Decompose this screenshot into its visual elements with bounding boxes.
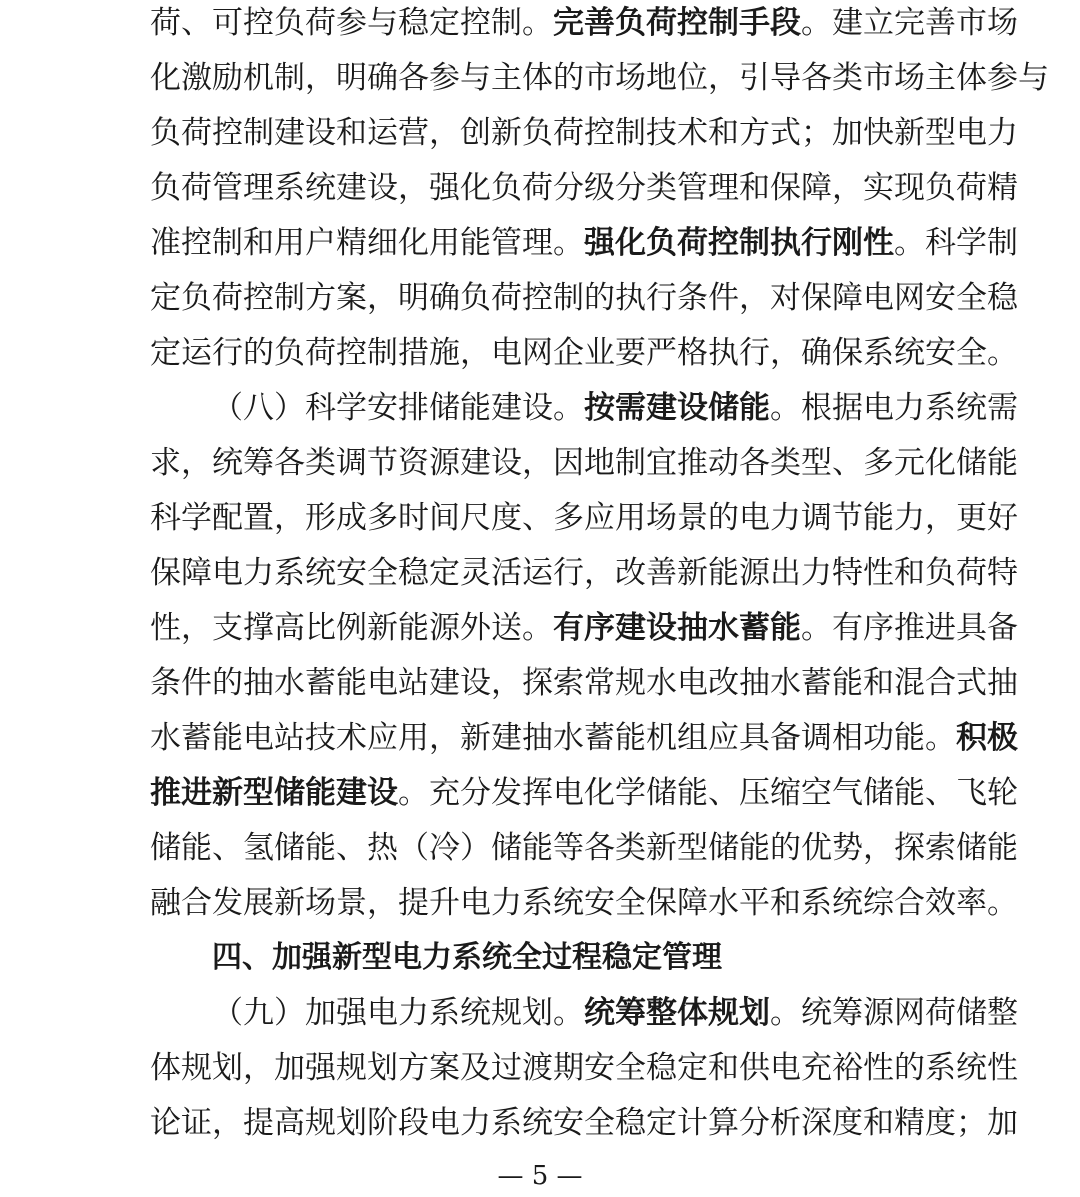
bold-run: 积极 <box>956 720 1018 756</box>
text-run: 储能、氢储能、热（冷）储能等各类新型储能的优势，探索储能 <box>150 830 1018 866</box>
text-line <box>150 326 1018 380</box>
text-line <box>150 0 1018 50</box>
text-run: 求，统筹各类调节资源建设，因地制宜推动各类型、多元化储能 <box>150 445 1018 481</box>
text-run: 性，支撑高比例新能源外送。 <box>150 610 553 646</box>
text-line <box>150 656 1018 710</box>
text-line <box>150 766 1018 820</box>
text-run: （八）科学安排储能建设。 <box>212 390 584 426</box>
bold-run: 统筹整体规划 <box>584 995 770 1031</box>
bold-run: 按需建设储能 <box>584 390 770 426</box>
bold-run: 推进新型储能建设 <box>150 775 398 811</box>
text-line <box>150 436 1018 490</box>
text-run: 融合发展新场景，提升电力系统安全保障水平和系统综合效率。 <box>150 885 1018 921</box>
bold-run: 强化负荷控制执行刚性 <box>584 225 894 261</box>
text-run: 条件的抽水蓄能电站建设，探索常规水电改抽水蓄能和混合式抽 <box>150 665 1018 701</box>
text-run: 定运行的负荷控制措施，电网企业要严格执行，确保系统安全。 <box>150 335 1018 371</box>
text-line <box>150 106 1018 160</box>
text-run: 荷、可控负荷参与稳定控制。 <box>150 5 553 41</box>
heading-text: 四、加强新型电力系统全过程稳定管理 <box>212 940 722 975</box>
text-run: （九）加强电力系统规划。 <box>212 995 584 1031</box>
section-8-line <box>150 381 1018 435</box>
text-run: 。科学制 <box>894 225 1018 261</box>
text-run: 化激励机制，明确各参与主体的市场地位，引导各类市场主体参与 <box>150 60 1049 96</box>
text-line <box>150 491 1018 545</box>
text-run: 论证，提高规划阶段电力系统安全稳定计算分析深度和精度；加 <box>150 1105 1018 1141</box>
text-run: 准控制和用户精细化用能管理。 <box>150 225 584 261</box>
text-run: 。有序推进具备 <box>801 610 1018 646</box>
text-line <box>150 876 1018 930</box>
bold-run: 有序建设抽水蓄能 <box>553 610 801 646</box>
text-run: 负荷控制建设和运营，创新负荷控制技术和方式；加快新型电力 <box>150 115 1018 151</box>
text-line <box>150 601 1018 655</box>
bold-run: 完善负荷控制手段 <box>553 5 801 41</box>
text-line <box>150 546 1018 600</box>
text-line <box>150 161 1018 215</box>
text-run: 。根据电力系统需 <box>770 390 1018 426</box>
text-run: 科学配置，形成多时间尺度、多应用场景的电力调节能力，更好 <box>150 500 1018 536</box>
text-line <box>150 1096 1018 1150</box>
text-line <box>150 216 1018 270</box>
text-run: 。充分发挥电化学储能、压缩空气储能、飞轮 <box>398 775 1018 811</box>
text-line <box>150 1041 1018 1095</box>
text-line <box>150 51 1049 105</box>
text-run: 定负荷控制方案，明确负荷控制的执行条件，对保障电网安全稳 <box>150 280 1018 316</box>
text-run: 。统筹源网荷储整 <box>770 995 1018 1031</box>
page-number: — 5 — <box>497 1161 583 1191</box>
section-heading <box>150 931 1012 985</box>
text-run: 负荷管理系统建设，强化负荷分级分类管理和保障，实现负荷精 <box>150 170 1018 206</box>
section-9-line <box>150 986 1018 1040</box>
text-run: 。建立完善市场 <box>801 5 1018 41</box>
text-line <box>150 711 1018 765</box>
text-run: 体规划，加强规划方案及过渡期安全稳定和供电充裕性的系统性 <box>150 1050 1018 1086</box>
text-line <box>150 271 1018 325</box>
text-line <box>150 821 1018 875</box>
text-run: 保障电力系统安全稳定灵活运行，改善新能源出力特性和负荷特 <box>150 555 1018 591</box>
text-run: 水蓄能电站技术应用，新建抽水蓄能机组应具备调相功能。 <box>150 720 956 756</box>
